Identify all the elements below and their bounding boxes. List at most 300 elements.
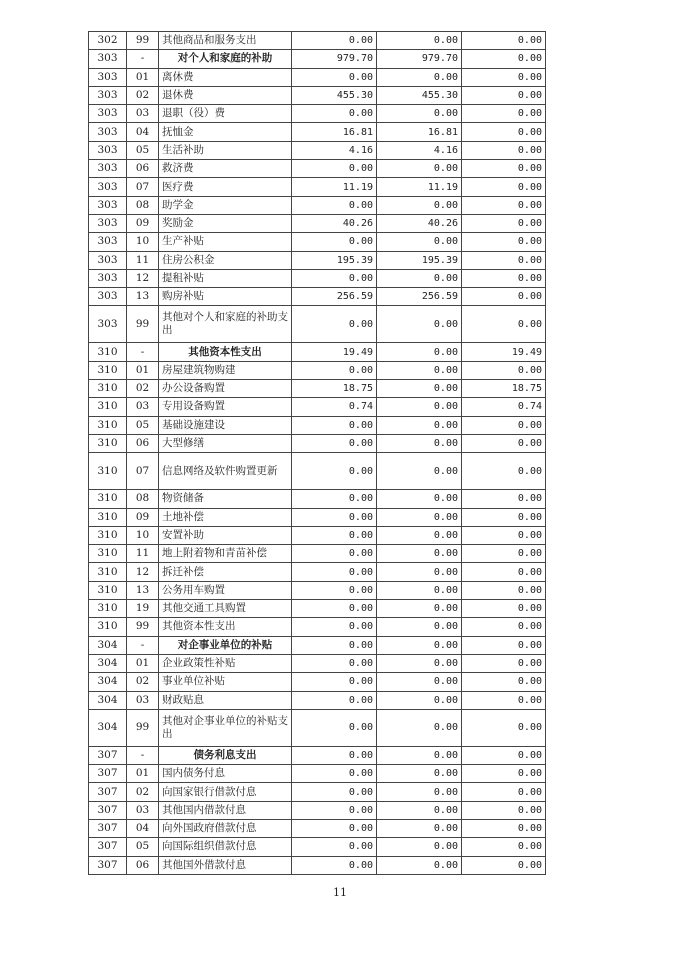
table-row [89, 68, 546, 86]
total-amount-cell: 0.00 [292, 508, 377, 526]
item-name-cell: 其他资本性支出 [159, 343, 292, 361]
project-amount-cell: 0.00 [462, 453, 546, 490]
project-amount-cell: 0.00 [462, 269, 546, 287]
table-row [89, 508, 546, 526]
table-row [89, 178, 546, 196]
project-amount-cell: 0.00 [462, 765, 546, 783]
project-amount-cell: 0.00 [462, 178, 546, 196]
total-amount-cell: 0.00 [292, 105, 377, 123]
project-amount-cell: 19.49 [462, 343, 546, 361]
total-amount-cell: 0.00 [292, 819, 377, 837]
class-code-cell: 307 [89, 765, 127, 783]
item-name-cell: 办公设备购置 [159, 380, 292, 398]
project-amount-cell: 0.00 [462, 838, 546, 856]
basic-amount-cell: 0.00 [377, 765, 462, 783]
class-code-cell: 310 [89, 453, 127, 490]
basic-amount-cell: 0.00 [377, 673, 462, 691]
item-code-cell: 02 [127, 673, 159, 691]
table-row [89, 233, 546, 251]
table-row [89, 563, 546, 581]
item-name-cell: 债务利息支出 [159, 746, 292, 764]
page-number: 11 [333, 886, 347, 899]
class-code-cell: 304 [89, 691, 127, 709]
basic-amount-cell: 0.00 [377, 398, 462, 416]
table-row [89, 434, 546, 452]
class-code-cell: 307 [89, 838, 127, 856]
project-amount-cell: 0.00 [462, 32, 546, 50]
class-code-cell: 310 [89, 508, 127, 526]
basic-amount-cell: 455.30 [377, 86, 462, 104]
project-amount-cell: 0.00 [462, 819, 546, 837]
basic-amount-cell: 979.70 [377, 50, 462, 68]
category-row [89, 343, 546, 361]
item-name-cell: 提租补贴 [159, 269, 292, 287]
table-row [89, 105, 546, 123]
project-amount-cell: 0.00 [462, 233, 546, 251]
basic-amount-cell: 0.00 [377, 636, 462, 654]
category-row [89, 50, 546, 68]
total-amount-cell: 0.00 [292, 434, 377, 452]
project-amount-cell: 0.00 [462, 141, 546, 159]
item-name-cell: 购房补贴 [159, 288, 292, 306]
total-amount-cell: 0.00 [292, 673, 377, 691]
item-code-cell: 99 [127, 618, 159, 636]
table-row [89, 361, 546, 379]
item-code-cell: 01 [127, 361, 159, 379]
project-amount-cell: 0.00 [462, 654, 546, 672]
basic-amount-cell: 0.00 [377, 856, 462, 874]
total-amount-cell: 4.16 [292, 141, 377, 159]
item-name-cell: 专用设备购置 [159, 398, 292, 416]
item-code-cell: 19 [127, 600, 159, 618]
table-row [89, 819, 546, 837]
total-amount-cell: 0.00 [292, 545, 377, 563]
item-code-cell: 13 [127, 288, 159, 306]
item-name-cell: 向国家银行借款付息 [159, 783, 292, 801]
class-code-cell: 310 [89, 343, 127, 361]
project-amount-cell: 0.00 [462, 856, 546, 874]
table-row [89, 288, 546, 306]
item-code-cell: 12 [127, 563, 159, 581]
item-name-cell: 救济费 [159, 160, 292, 178]
table-row [89, 86, 546, 104]
total-amount-cell: 0.00 [292, 32, 377, 50]
item-name-cell: 拆迁补偿 [159, 563, 292, 581]
item-code-cell: 07 [127, 178, 159, 196]
basic-amount-cell: 0.00 [377, 691, 462, 709]
table-row [89, 398, 546, 416]
project-amount-cell: 0.00 [462, 636, 546, 654]
basic-amount-cell: 0.00 [377, 526, 462, 544]
item-name-cell: 基础设施建设 [159, 416, 292, 434]
project-amount-cell: 0.00 [462, 783, 546, 801]
total-amount-cell: 0.00 [292, 600, 377, 618]
item-name-cell: 退职（役）费 [159, 105, 292, 123]
class-code-cell: 302 [89, 32, 127, 50]
basic-amount-cell: 0.00 [377, 416, 462, 434]
item-code-cell: 08 [127, 490, 159, 508]
total-amount-cell: 0.00 [292, 526, 377, 544]
item-code-cell: 02 [127, 380, 159, 398]
class-code-cell: 310 [89, 398, 127, 416]
class-code-cell: 303 [89, 251, 127, 269]
class-code-cell: 307 [89, 746, 127, 764]
basic-amount-cell: 0.00 [377, 196, 462, 214]
total-amount-cell: 18.75 [292, 380, 377, 398]
item-name-cell: 对个人和家庭的补助 [159, 50, 292, 68]
item-code-cell: 02 [127, 86, 159, 104]
project-amount-cell: 0.00 [462, 306, 546, 343]
item-code-cell: 09 [127, 508, 159, 526]
project-amount-cell: 0.00 [462, 50, 546, 68]
table-row [89, 214, 546, 232]
class-code-cell: 310 [89, 361, 127, 379]
item-code-cell: 99 [127, 709, 159, 746]
total-amount-cell: 40.26 [292, 214, 377, 232]
total-amount-cell: 0.00 [292, 563, 377, 581]
total-amount-cell: 0.00 [292, 581, 377, 599]
class-code-cell: 303 [89, 160, 127, 178]
item-name-cell: 其他商品和服务支出 [159, 32, 292, 50]
class-code-cell: 303 [89, 178, 127, 196]
class-code-cell: 304 [89, 673, 127, 691]
project-amount-cell: 0.00 [462, 361, 546, 379]
class-code-cell: 304 [89, 654, 127, 672]
item-name-cell: 地上附着物和青苗补偿 [159, 545, 292, 563]
item-name-cell: 安置补助 [159, 526, 292, 544]
total-amount-cell: 455.30 [292, 86, 377, 104]
item-code-cell: - [127, 343, 159, 361]
item-code-cell: 05 [127, 141, 159, 159]
item-code-cell: 04 [127, 819, 159, 837]
class-code-cell: 307 [89, 783, 127, 801]
project-amount-cell: 0.00 [462, 214, 546, 232]
item-code-cell: 01 [127, 654, 159, 672]
class-code-cell: 303 [89, 68, 127, 86]
table-row [89, 380, 546, 398]
class-code-cell: 310 [89, 380, 127, 398]
project-amount-cell: 0.74 [462, 398, 546, 416]
total-amount-cell: 0.00 [292, 654, 377, 672]
basic-amount-cell: 0.00 [377, 380, 462, 398]
class-code-cell: 303 [89, 123, 127, 141]
class-code-cell: 303 [89, 233, 127, 251]
basic-amount-cell: 0.00 [377, 508, 462, 526]
class-code-cell: 310 [89, 563, 127, 581]
table-row [89, 691, 546, 709]
table-row [89, 453, 546, 490]
table-row [89, 32, 546, 50]
item-code-cell: 03 [127, 105, 159, 123]
total-amount-cell: 0.00 [292, 269, 377, 287]
basic-amount-cell: 256.59 [377, 288, 462, 306]
basic-amount-cell: 0.00 [377, 581, 462, 599]
table-row [89, 783, 546, 801]
class-code-cell: 307 [89, 801, 127, 819]
total-amount-cell: 0.00 [292, 490, 377, 508]
project-amount-cell: 0.00 [462, 434, 546, 452]
total-amount-cell: 19.49 [292, 343, 377, 361]
basic-amount-cell: 0.00 [377, 68, 462, 86]
class-code-cell: 310 [89, 416, 127, 434]
project-amount-cell: 0.00 [462, 196, 546, 214]
project-amount-cell: 0.00 [462, 709, 546, 746]
item-code-cell: 11 [127, 251, 159, 269]
basic-amount-cell: 4.16 [377, 141, 462, 159]
total-amount-cell: 0.00 [292, 746, 377, 764]
total-amount-cell: 0.00 [292, 709, 377, 746]
item-name-cell: 退休费 [159, 86, 292, 104]
total-amount-cell: 0.00 [292, 233, 377, 251]
basic-amount-cell: 0.00 [377, 838, 462, 856]
table-row [89, 801, 546, 819]
total-amount-cell: 256.59 [292, 288, 377, 306]
project-amount-cell: 18.75 [462, 380, 546, 398]
basic-amount-cell: 0.00 [377, 545, 462, 563]
project-amount-cell: 0.00 [462, 801, 546, 819]
project-amount-cell: 0.00 [462, 68, 546, 86]
class-code-cell: 303 [89, 288, 127, 306]
total-amount-cell: 11.19 [292, 178, 377, 196]
total-amount-cell: 0.00 [292, 416, 377, 434]
project-amount-cell: 0.00 [462, 618, 546, 636]
item-name-cell: 助学金 [159, 196, 292, 214]
item-name-cell: 奖励金 [159, 214, 292, 232]
class-code-cell: 307 [89, 819, 127, 837]
table-row [89, 600, 546, 618]
item-name-cell: 其他对个人和家庭的补助支出 [159, 306, 292, 343]
budget-table-body [89, 32, 546, 875]
project-amount-cell: 0.00 [462, 490, 546, 508]
item-name-cell: 生产补贴 [159, 233, 292, 251]
item-code-cell: 99 [127, 306, 159, 343]
total-amount-cell: 0.00 [292, 453, 377, 490]
table-row [89, 416, 546, 434]
item-name-cell: 生活补助 [159, 141, 292, 159]
item-name-cell: 向外国政府借款付息 [159, 819, 292, 837]
table-row [89, 618, 546, 636]
table-row [89, 654, 546, 672]
item-code-cell: 03 [127, 691, 159, 709]
item-name-cell: 对企事业单位的补贴 [159, 636, 292, 654]
basic-amount-cell: 0.00 [377, 801, 462, 819]
category-row [89, 746, 546, 764]
item-name-cell: 物资储备 [159, 490, 292, 508]
project-amount-cell: 0.00 [462, 288, 546, 306]
basic-amount-cell: 0.00 [377, 361, 462, 379]
class-code-cell: 303 [89, 196, 127, 214]
class-code-cell: 303 [89, 306, 127, 343]
table-row [89, 765, 546, 783]
item-name-cell: 其他对企事业单位的补贴支出 [159, 709, 292, 746]
item-code-cell: - [127, 746, 159, 764]
project-amount-cell: 0.00 [462, 251, 546, 269]
total-amount-cell: 0.00 [292, 636, 377, 654]
total-amount-cell: 0.00 [292, 160, 377, 178]
item-name-cell: 抚恤金 [159, 123, 292, 141]
basic-amount-cell: 16.81 [377, 123, 462, 141]
basic-amount-cell: 0.00 [377, 783, 462, 801]
total-amount-cell: 0.00 [292, 838, 377, 856]
basic-amount-cell: 0.00 [377, 709, 462, 746]
table-row [89, 269, 546, 287]
item-code-cell: 09 [127, 214, 159, 232]
item-name-cell: 财政贴息 [159, 691, 292, 709]
item-code-cell: 06 [127, 856, 159, 874]
table-row [89, 838, 546, 856]
table-row [89, 306, 546, 343]
item-code-cell: 04 [127, 123, 159, 141]
table-row [89, 160, 546, 178]
project-amount-cell: 0.00 [462, 86, 546, 104]
project-amount-cell: 0.00 [462, 600, 546, 618]
class-code-cell: 303 [89, 50, 127, 68]
item-code-cell: 99 [127, 32, 159, 50]
project-amount-cell: 0.00 [462, 160, 546, 178]
table-row [89, 545, 546, 563]
item-name-cell: 土地补偿 [159, 508, 292, 526]
total-amount-cell: 0.00 [292, 801, 377, 819]
basic-amount-cell: 0.00 [377, 654, 462, 672]
class-code-cell: 310 [89, 545, 127, 563]
total-amount-cell: 0.00 [292, 196, 377, 214]
basic-amount-cell: 0.00 [377, 600, 462, 618]
class-code-cell: 304 [89, 709, 127, 746]
basic-amount-cell: 0.00 [377, 490, 462, 508]
table-row [89, 141, 546, 159]
category-row [89, 636, 546, 654]
item-code-cell: 13 [127, 581, 159, 599]
item-name-cell: 事业单位补贴 [159, 673, 292, 691]
item-name-cell: 信息网络及软件购置更新 [159, 453, 292, 490]
project-amount-cell: 0.00 [462, 545, 546, 563]
class-code-cell: 310 [89, 600, 127, 618]
basic-amount-cell: 0.00 [377, 563, 462, 581]
basic-amount-cell: 0.00 [377, 434, 462, 452]
project-amount-cell: 0.00 [462, 508, 546, 526]
table-row [89, 196, 546, 214]
item-name-cell: 企业政策性补贴 [159, 654, 292, 672]
table-row [89, 251, 546, 269]
class-code-cell: 310 [89, 526, 127, 544]
class-code-cell: 303 [89, 269, 127, 287]
table-row [89, 526, 546, 544]
total-amount-cell: 0.00 [292, 856, 377, 874]
basic-amount-cell: 40.26 [377, 214, 462, 232]
item-code-cell: 06 [127, 160, 159, 178]
item-code-cell: 12 [127, 269, 159, 287]
item-code-cell: - [127, 50, 159, 68]
project-amount-cell: 0.00 [462, 746, 546, 764]
basic-amount-cell: 0.00 [377, 819, 462, 837]
basic-amount-cell: 0.00 [377, 453, 462, 490]
class-code-cell: 310 [89, 490, 127, 508]
item-code-cell: 10 [127, 526, 159, 544]
basic-amount-cell: 0.00 [377, 746, 462, 764]
table-row [89, 709, 546, 746]
project-amount-cell: 0.00 [462, 563, 546, 581]
total-amount-cell: 0.00 [292, 361, 377, 379]
item-code-cell: - [127, 636, 159, 654]
basic-amount-cell: 11.19 [377, 178, 462, 196]
item-name-cell: 国内债务付息 [159, 765, 292, 783]
project-amount-cell: 0.00 [462, 105, 546, 123]
budget-table [88, 31, 546, 875]
total-amount-cell: 0.00 [292, 68, 377, 86]
item-code-cell: 02 [127, 783, 159, 801]
table-row [89, 490, 546, 508]
basic-amount-cell: 0.00 [377, 269, 462, 287]
basic-amount-cell: 195.39 [377, 251, 462, 269]
item-name-cell: 住房公积金 [159, 251, 292, 269]
project-amount-cell: 0.00 [462, 526, 546, 544]
item-name-cell: 大型修缮 [159, 434, 292, 452]
class-code-cell: 304 [89, 636, 127, 654]
item-code-cell: 05 [127, 416, 159, 434]
project-amount-cell: 0.00 [462, 123, 546, 141]
item-code-cell: 03 [127, 801, 159, 819]
class-code-cell: 307 [89, 856, 127, 874]
project-amount-cell: 0.00 [462, 416, 546, 434]
class-code-cell: 303 [89, 214, 127, 232]
project-amount-cell: 0.00 [462, 673, 546, 691]
total-amount-cell: 0.74 [292, 398, 377, 416]
item-name-cell: 其他国外借款付息 [159, 856, 292, 874]
total-amount-cell: 0.00 [292, 691, 377, 709]
item-name-cell: 其他资本性支出 [159, 618, 292, 636]
class-code-cell: 303 [89, 105, 127, 123]
project-amount-cell: 0.00 [462, 581, 546, 599]
basic-amount-cell: 0.00 [377, 32, 462, 50]
item-code-cell: 06 [127, 434, 159, 452]
table-row [89, 123, 546, 141]
class-code-cell: 310 [89, 434, 127, 452]
item-name-cell: 房屋建筑物购建 [159, 361, 292, 379]
item-code-cell: 10 [127, 233, 159, 251]
class-code-cell: 310 [89, 618, 127, 636]
item-code-cell: 01 [127, 68, 159, 86]
item-code-cell: 03 [127, 398, 159, 416]
project-amount-cell: 0.00 [462, 691, 546, 709]
item-name-cell: 其他交通工具购置 [159, 600, 292, 618]
table-row [89, 581, 546, 599]
class-code-cell: 303 [89, 141, 127, 159]
item-code-cell: 08 [127, 196, 159, 214]
item-name-cell: 离休费 [159, 68, 292, 86]
item-code-cell: 01 [127, 765, 159, 783]
basic-amount-cell: 0.00 [377, 160, 462, 178]
item-name-cell: 医疗费 [159, 178, 292, 196]
item-code-cell: 11 [127, 545, 159, 563]
item-code-cell: 07 [127, 453, 159, 490]
total-amount-cell: 0.00 [292, 306, 377, 343]
basic-amount-cell: 0.00 [377, 618, 462, 636]
total-amount-cell: 0.00 [292, 783, 377, 801]
total-amount-cell: 979.70 [292, 50, 377, 68]
total-amount-cell: 195.39 [292, 251, 377, 269]
item-name-cell: 其他国内借款付息 [159, 801, 292, 819]
total-amount-cell: 0.00 [292, 618, 377, 636]
item-code-cell: 05 [127, 838, 159, 856]
basic-amount-cell: 0.00 [377, 343, 462, 361]
table-row [89, 856, 546, 874]
basic-amount-cell: 0.00 [377, 306, 462, 343]
table-row [89, 673, 546, 691]
class-code-cell: 303 [89, 86, 127, 104]
total-amount-cell: 16.81 [292, 123, 377, 141]
class-code-cell: 310 [89, 581, 127, 599]
basic-amount-cell: 0.00 [377, 105, 462, 123]
